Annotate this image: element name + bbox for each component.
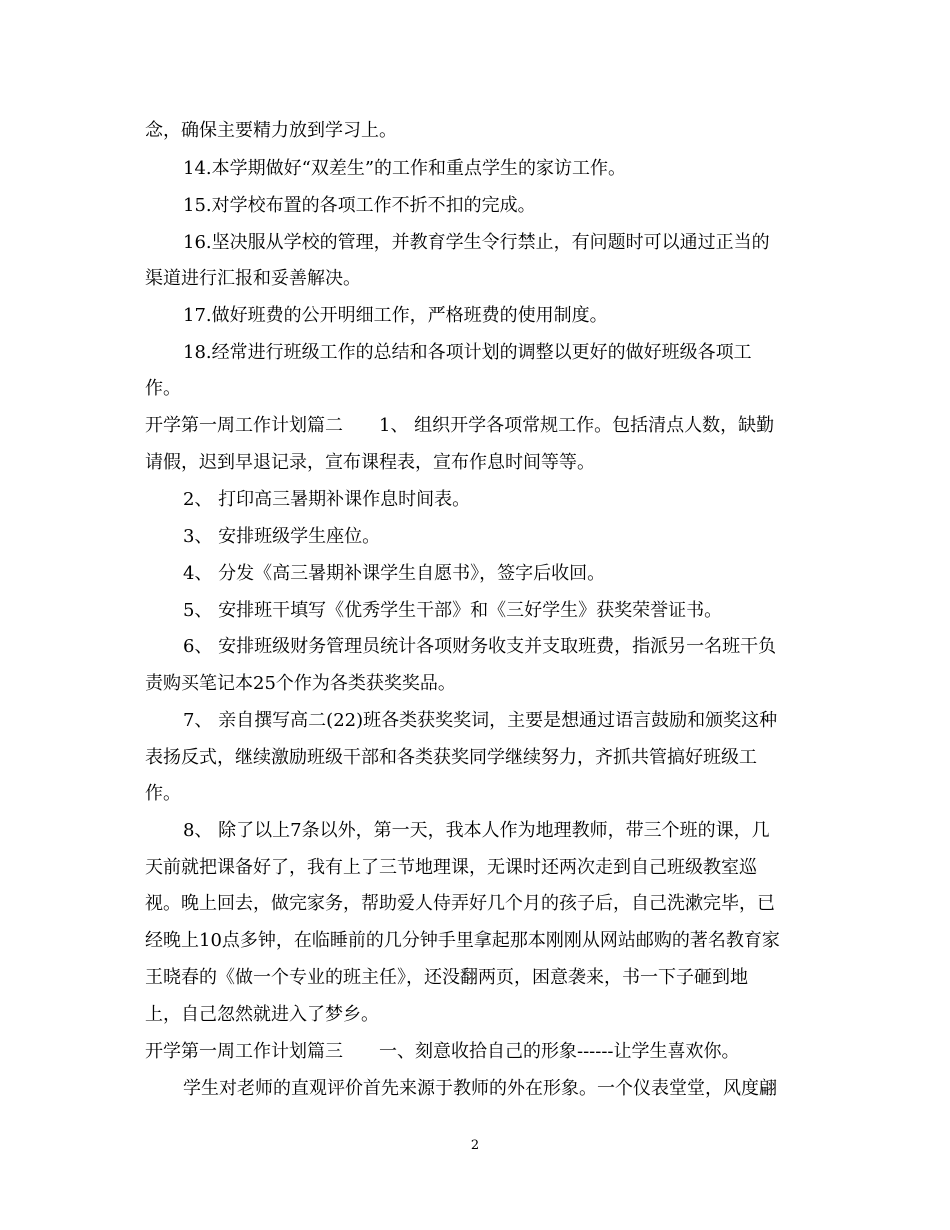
list-item-3: 3、 安排班级学生座位。 [183,526,381,547]
list-item-14: 14.本学期做好“双差生”的工作和重点学生的家访工作。 [183,158,627,179]
list-item-7: 7、 亲自撰写高二(22)班各类获奖奖词，主要是想通过语言鼓励和颁奖这种 [183,710,778,731]
list-item-4: 4、 分发《高三暑期补课学生自愿书》，签字后收回。 [183,563,606,584]
page-number: 2 [470,1138,480,1153]
text-line: 视。晚上回去，做完家务，帮助爱人侍弄好几个月的孩子后，自己洗漱完毕，已 [145,893,775,914]
section-heading-part-three: 开学第一周工作计划篇三 一、刻意收拾自己的形象------让学生喜欢你。 [145,1041,740,1062]
text-line: 天前就把课备好了，我有上了三节地理课，无课时还两次走到自己班级教室巡 [145,857,757,878]
text-line: 王晓春的《做一个专业的班主任》，还没翻两页，困意袭来，书一下子砸到地 [145,967,748,988]
text-line: 学生对老师的直观评价首先来源于教师的外在形象。一个仪表堂堂，风度翩 [183,1078,777,1099]
text-line: 经晚上10点多钟，在临睡前的几分钟手里拿起那本刚刚从网站邮购的著名教育家 [145,930,780,951]
section-heading-part-two: 开学第一周工作计划篇二 1、 组织开学各项常规工作。包括清点人数，缺勤 [145,415,775,436]
list-item-17: 17.做好班费的公开明细工作，严格班费的使用制度。 [183,305,608,326]
text-line: 念，确保主要精力放到学习上。 [145,120,397,141]
list-item-8: 8、 除了以上7条以外，第一天，我本人作为地理教师，带三个班的课，几 [183,820,770,841]
text-line: 渠道进行汇报和妥善解决。 [145,268,361,289]
list-item-16: 16.坚决服从学校的管理，并教育学生令行禁止，有问题时可以通过正当的 [183,232,770,253]
text-line: 表扬反式，继续激励班级干部和各类获奖同学继续努力，齐抓共管搞好班级工 [145,747,757,768]
list-item-6: 6、 安排班级财务管理员统计各项财务收支并支取班费，指派另一名班干负 [183,636,777,657]
list-item-18: 18.经常进行班级工作的总结和各项计划的调整以更好的做好班级各项工 [183,342,752,363]
text-line: 作。 [145,783,181,804]
text-line: 请假，迟到早退记录，宣布课程表，宣布作息时间等等。 [145,452,595,473]
list-item-15: 15.对学校布置的各项工作不折不扣的完成。 [183,195,536,216]
list-item-2: 2、 打印高三暑期补课作息时间表。 [183,489,471,510]
text-line: 责购买笔记本25个作为各类获奖奖品。 [145,673,456,694]
text-line: 作。 [145,378,181,399]
list-item-5: 5、 安排班干填写《优秀学生干部》和《三好学生》获奖荣誉证书。 [183,600,723,621]
text-line: 上，自己忽然就进入了梦乡。 [145,1004,379,1025]
